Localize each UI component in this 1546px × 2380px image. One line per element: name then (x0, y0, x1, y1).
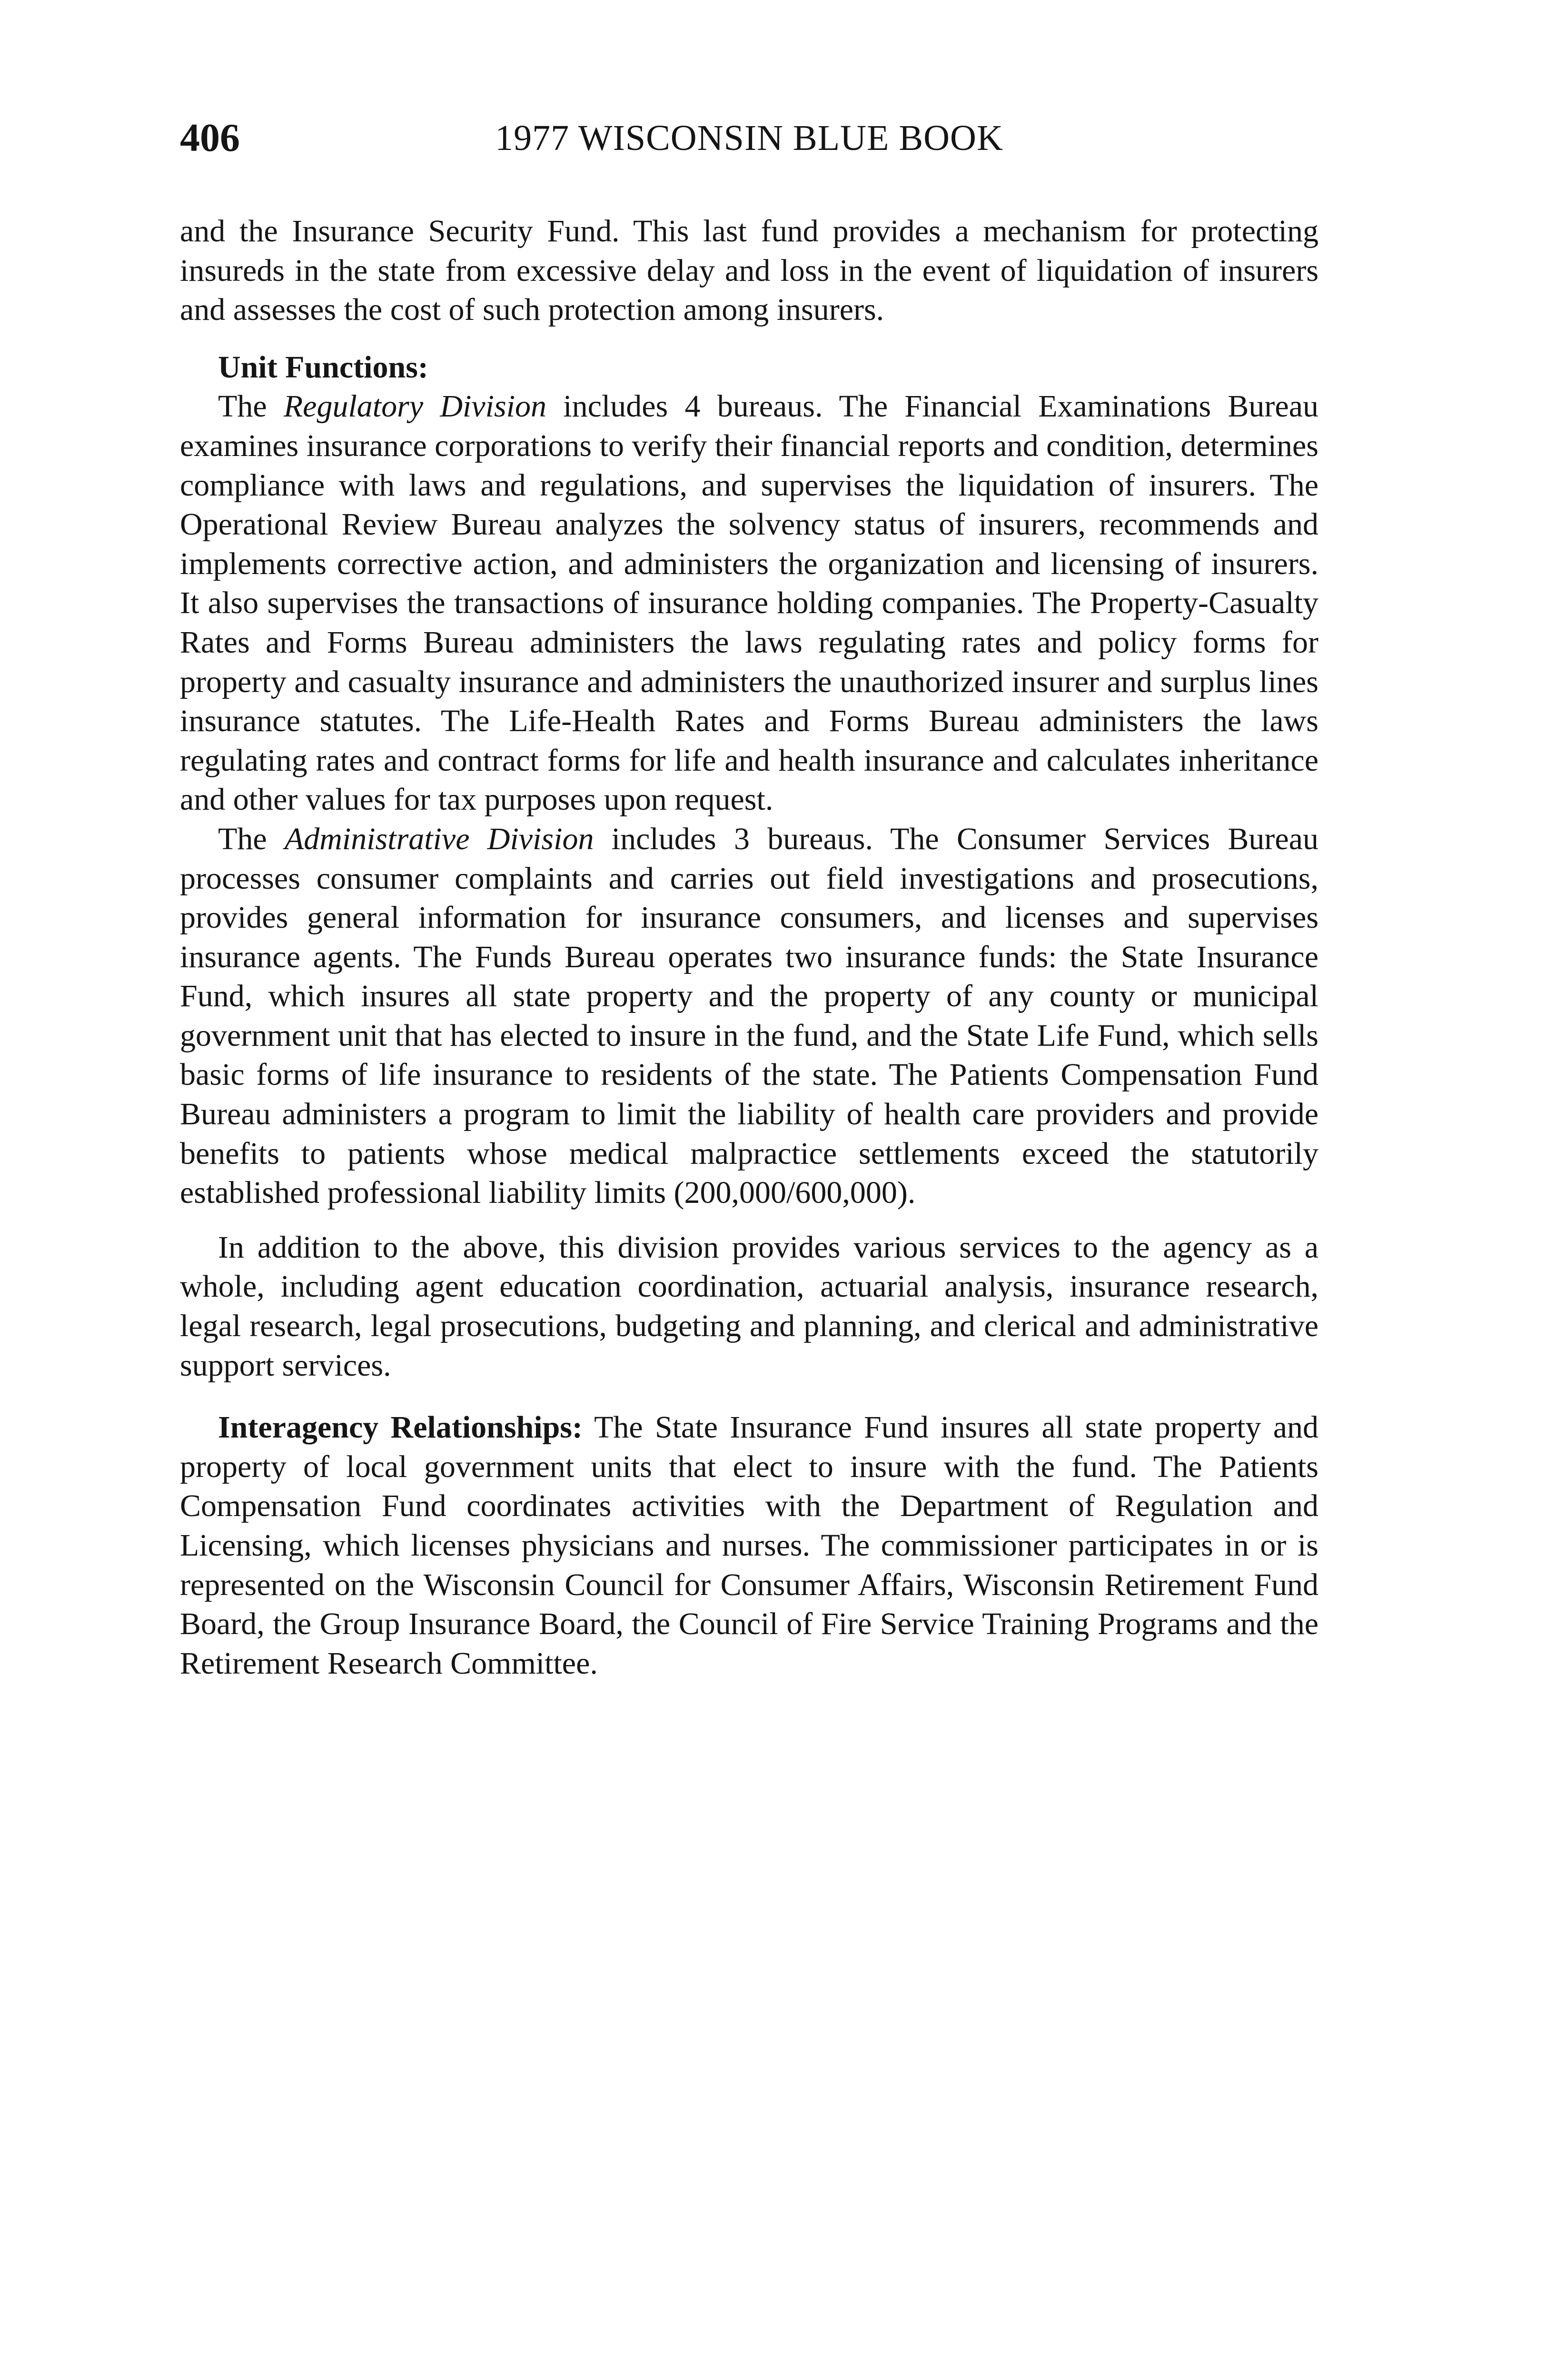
title-year: 1977 (495, 118, 570, 158)
title-word-book: BOOK (899, 118, 1003, 158)
administrative-division-name: Administrative Division (284, 821, 594, 856)
unit-functions-heading: Unit Functions: (218, 349, 428, 385)
interagency-heading: Interagency Relationships: (218, 1410, 583, 1445)
title-word-wisconsin: WISCONSIN (578, 118, 784, 158)
body-text (180, 212, 1318, 1683)
regulatory-division-name: Regulatory Division (283, 389, 547, 424)
title-word-blue: BLUE (793, 118, 890, 158)
interagency-paragraph: Interagency Relationships: The State Insurance Fund insures all state property and property of local government units that elect to insure with the fund. The Patients Compensation Fund coordinates activities with the Department of Regulation and Licensing, which licenses physicians and nurses. The commissioner participates in or is represented on the Wisconsin Council for Consumer Affairs, Wisconsin Retirement Fund Board, the Group Insurance Board, the Council of Fire Service Training Programs and the Retirement Research Committee. (180, 1410, 1319, 1681)
regulatory-division-paragraph: The Regulatory Division includes 4 bureaus. The Financial Examinations Bureau examines insurance corporations to verify their financial reports and condition, determines compliance with laws and regulations, and supervises the liquidation of insurers. The Operational Review Bureau analyzes the solvency status of insurers, recommends and implements corrective action, and administers the organization and licensing of insurers. It also supervises the transactions of insurance holding companies. The Property-Casualty Rates and Forms Bureau administers the laws regulating rates and policy forms for property and casualty insurance and administers the unauthorized insurer and surplus lines insurance statutes. The Life-Health Rates and Forms Bureau administers the laws regulating rates and contract forms for life and health insurance and calculates inheritance and other values for tax purposes upon request. (180, 389, 1318, 817)
page-header (180, 112, 1318, 164)
page-number: 406 (180, 116, 240, 160)
intro-paragraph: and the Insurance Security Fund. This last fund provides a mechanism for protecting insureds in the state from excessive delay and loss in the event of liquidation of insurers and assesses the cost of such protection among insurers. (180, 214, 1318, 327)
running-title (180, 112, 1318, 164)
administrative-division-paragraph: The Administrative Division includes 3 bureaus. The Consumer Services Bureau processes consumer complaints and carries out field investigations and prosecutions, provides general information for insurance consumers, and licenses and supervises insurance agents. The Funds Bureau operates two insurance funds: the State Insurance Fund, which insures all state property and the property of any county or municipal government unit that has elected to insure in the fund, and the State Life Fund, which sells basic forms of life insurance to residents of the state. The Patients Compensation Fund Bureau administers a program to limit the liability of health care providers and provide benefits to patients whose medical malpractice settlements exceed the statutorily established professional liability limits (200,000/600,000). (180, 821, 1319, 1210)
additional-services-paragraph: In addition to the above, this division provides various services to the agency as a whole, including agent education coordination, actuarial analysis, insurance research, legal research, legal prosecutions, budgeting and planning, and clerical and administrative support services. (180, 1230, 1318, 1383)
